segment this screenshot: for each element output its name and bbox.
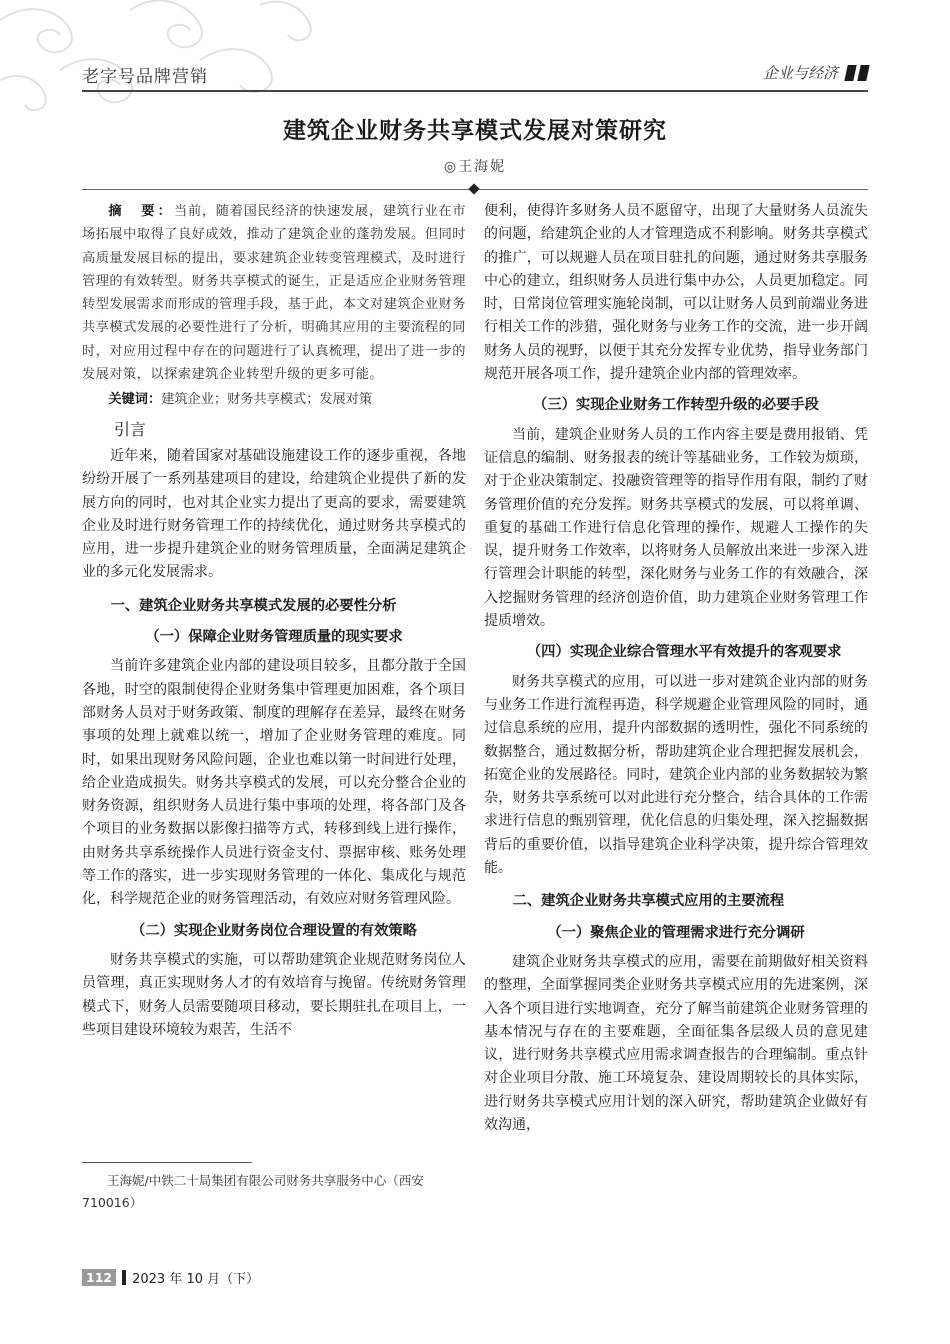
subsection-1-2-heading: （二）实现企业财务岗位合理设置的有效策略 [131,922,417,939]
author-footnote: 王海妮/中铁二十局集团有限公司财务共享服务中心（西安710016） [82,1173,424,1210]
subsection-2-1-text: 建筑企业财务共享模式的应用，需要在前期做好相关资料的整理，全面掌握同类企业财务共享模式应用的先进案例，深入各个项目进行实地调查，充分了解当前建筑企业财务管理的基本情况与存在的主要难题，全面征集各层级人员的意见建议，进行财务共享模式应用需求调查报告的合理编制。重点针对企业项目分散、施工环境复杂、建设周期较长的具体实际，进行财务共享模式应用计划的深入研究，帮助建筑企业做好有效沟通， [484,953,868,1133]
article-title: 建筑企业财务共享模式发展对策研究 [283,118,667,144]
intro-heading: 引言 [114,419,147,439]
page-number: 112 [82,1269,116,1286]
subsection-1-3-text: 当前，建筑企业财务人员的工作内容主要是费用报销、凭证信息的编制、财务报表的统计等基础业务，工作较为烦琐，对于企业决策制定、投融资管理等的指导作用有限，制约了财务管理价值的充分发挥。财务共享模式的发展，可以将单调、重复的基础工作进行信息化管理的操作，规避人工操作的失误，提升财务工作效率，以将财务人员解放出来进一步深入进行管理会计职能的转型，深化财务与业务工作的有效融合，深入挖掘财务管理的经济创造价值，助力建筑企业财务管理工作提质增效。 [484,426,868,630]
subsection-1-2-text: 财务共享模式的实施，可以帮助建筑企业规范财务岗位人员管理，真正实现财务人才的有效培育与挽留。传统财务管理模式下，财务人员需要随项目移动，要长期驻扎在项目上，一些项目建设环境较为艰苦，生活不 [82,951,466,1038]
decorative-cloud-pattern [0,0,330,120]
abstract [82,200,466,386]
decorative-bars-icon [846,65,868,81]
subsection-1-1-text: 当前许多建筑企业内部的建设项目较多，且都分散于全国各地，时空的限制使得企业财务集中管理更加困难，各个项目部财务人员对于财务政策、制度的理解存在差异，最终在财务事项的处理上就难以统一，增加了企业财务管理的难度。同时，如果出现财务风险问题，企业也难以第一时间进行处理，给企业造成损失。财务共享模式的发展，可以充分整合企业的财务资源，组织财务人员进行集中事项的处理，将各部门及各个项目的业务数据以影像扫描等方式，转移到线上进行操作，由财务共享系统操作人员进行资金支付、票据审核、账务处理等工作的落实，进一步实现财务管理的一体化、集成化与规范化，科学规范企业的财务管理活动，有效应对财务管理风险。 [82,658,466,908]
section-2-heading: 二、建筑企业财务共享模式应用的主要流程 [512,893,785,910]
header-rule [82,90,868,92]
subsection-1-2-text-continued: 便利，使得许多财务人员不愿留守，出现了大量财务人员流失的问题，给建筑企业的人才管理造成不利影响。财务共享模式的推广，可以规避人员在项目驻扎的问题，通过财务共享服务中心的建立，组织财务人员进行集中办公，人员更加稳定。同时，日常岗位管理实施轮岗制，可以让财务人员到前端业务进行相关工作的涉猎，强化财务与业务工作的交流，进一步开阔财务人员的视野，以便于其充分发挥专业优势，指导业务部门规范开展各项工作，提升建筑企业内部的管理效率。 [484,203,868,383]
left-column [82,200,466,1042]
issue-date: 2023 年 10 月（下） [132,1272,260,1287]
right-column [484,200,868,1137]
abstract-text: 当前，随着国民经济的快速发展，建筑行业在市场拓展中取得了良好成效，推动了建筑企业的蓬勃发展。但同时高质量发展目标的提出，要求建筑企业转变管理模式，及时进行管理的有效转型。财务共享模式的诞生，正是适应企业财务管理转型发展需求而形成的管理手段，基于此，本文对建筑企业财务共享模式发展的必要性进行了分析，明确其应用的主要流程的同时，对应用过程中存在的问题进行了认真梳理，提出了进一步的发展对策，以探索建筑企业转型升级的更多可能。 [82,204,467,383]
subsection-1-4-text: 财务共享模式的应用，可以进一步对建筑企业内部的财务与业务工作进行流程再造，科学规避企业管理风险的同时，通过信息系统的应用，提升内部数据的透明性，强化不同系统的数据整合，通过数据分析，帮助建筑企业合理把握发展机会，拓宽企业的发展路径。同时，建筑企业内部的业务数据较为繁杂，财务共享系统可以对此进行充分整合，结合具体的工作需求进行信息的甄别管理，优化信息的归集处理，深入挖掘数据背后的重要价值，以指导建筑企业科学决策，提升综合管理效能。 [484,673,868,877]
footnote-rule [82,1162,252,1163]
subsection-1-3-heading: （三）实现企业财务工作转型升级的必要手段 [533,397,819,414]
footer-bar-icon [122,1270,126,1285]
journal-section-label: 企业与经济 [762,64,838,82]
running-head-column-name: 老字号品牌营销 [82,67,208,87]
page-footer [82,1268,259,1287]
intro-paragraph: 近年来，随着国家对基础设施建设工作的逐步重视，各地纷纷开展了一系列基建项目的建设，给建筑企业提供了新的发展方向的同时，也对其企业实力提出了更高的要求，需要建筑企业及时进行财务管理工作的持续优化，通过财务共享模式的应用，进一步提升建筑企业的财务管理质量，全面满足建筑企业的多元化发展需求。 [82,447,466,581]
running-head-journal-section [763,62,868,83]
diamond-ornament-icon [468,183,479,194]
section-1-heading: 一、建筑企业财务共享模式发展的必要性分析 [110,597,397,614]
article-author: ◎王海妮 [443,159,507,175]
abstract-label: 摘 要： [108,204,175,219]
keywords-label: 关键词： [108,392,162,408]
subsection-1-4-heading: （四）实现企业综合管理水平有效提升的客观要求 [526,644,842,661]
keywords-text: 建筑企业；财务共享模式；发展对策 [161,392,373,408]
subsection-1-1-heading: （一）保障企业财务管理质量的现实要求 [145,629,403,646]
keywords [82,388,466,411]
subsection-2-1-heading: （一）聚焦企业的管理需求进行充分调研 [547,924,805,941]
